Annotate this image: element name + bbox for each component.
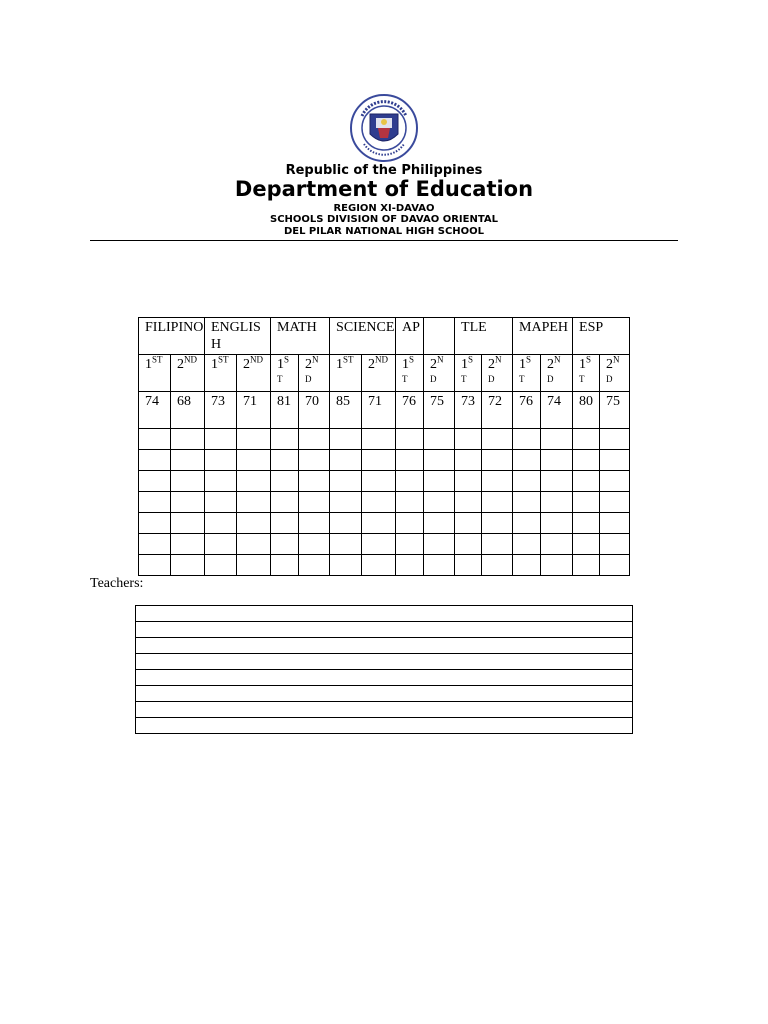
empty-grade-row: [139, 429, 630, 450]
teacher-row: [136, 654, 633, 670]
semester-label: 2ND: [362, 355, 396, 392]
grade-cell: 68: [171, 392, 205, 429]
subject-header: ESP: [573, 318, 630, 355]
empty-grade-row: [139, 534, 630, 555]
empty-grade-row: [139, 555, 630, 576]
teacher-row: [136, 622, 633, 638]
subject-header: TLE: [455, 318, 513, 355]
empty-grade-row: [139, 513, 630, 534]
semester-label: $1^S$ T: [573, 355, 600, 392]
grade-cell: 70: [299, 392, 330, 429]
republic-heading: Republic of the Philippines: [285, 163, 483, 178]
division-line: SCHOOLS DIVISION OF DAVAO ORIENTAL: [270, 214, 498, 225]
grade-cell: 85: [330, 392, 362, 429]
header-divider: [90, 240, 678, 241]
teacher-row: [136, 702, 633, 718]
teacher-row: [136, 718, 633, 734]
grade-cell: 80: [573, 392, 600, 429]
empty-grade-row: [139, 450, 630, 471]
grade-cell: 72: [482, 392, 513, 429]
semester-label: $2^N$ D: [600, 355, 630, 392]
semester-label: $2^N$ D: [424, 355, 455, 392]
grade-cell: 81: [271, 392, 299, 429]
semester-label: $2^N$ D: [482, 355, 513, 392]
department-title: Department of Education: [234, 177, 534, 201]
empty-grade-row: [139, 471, 630, 492]
subject-header: FILIPINO: [139, 318, 205, 355]
semester-label: 1ST: [205, 355, 237, 392]
grade-cell: 73: [455, 392, 482, 429]
teacher-row: [136, 638, 633, 654]
semester-label: 2ND: [171, 355, 205, 392]
grade-cell: 74: [139, 392, 171, 429]
teachers-table: [135, 605, 633, 734]
grade-cell: 71: [362, 392, 396, 429]
subject-header: MATH: [271, 318, 330, 355]
semester-label: 1ST: [330, 355, 362, 392]
grade-cell: 74: [541, 392, 573, 429]
subject-header: MAPEH: [513, 318, 573, 355]
grade-cell: 71: [237, 392, 271, 429]
subject-header: [424, 318, 455, 355]
semester-label: $2^N$ D: [541, 355, 573, 392]
subject-header: SCIENCE: [330, 318, 396, 355]
semester-label: $1^S$ T: [455, 355, 482, 392]
grade-values-row: [139, 392, 630, 429]
subject-header: ENGLISH: [205, 318, 271, 355]
teacher-row: [136, 686, 633, 702]
grade-cell: 76: [513, 392, 541, 429]
grade-cell: 73: [205, 392, 237, 429]
semester-header-row: [139, 355, 630, 392]
deped-seal-logo: [350, 92, 418, 164]
grade-cell: 75: [424, 392, 455, 429]
teachers-label: Teachers:: [90, 576, 144, 591]
semester-label: 2ND: [237, 355, 271, 392]
semester-label: $1^S$ T: [513, 355, 541, 392]
teacher-row: [136, 670, 633, 686]
region-line: REGION XI-DAVAO: [333, 203, 435, 214]
teacher-row: [136, 606, 633, 622]
subject-header: AP: [396, 318, 424, 355]
empty-grade-row: [139, 492, 630, 513]
grade-cell: 75: [600, 392, 630, 429]
grades-table: [138, 317, 630, 576]
semester-label: $2^N$ D: [299, 355, 330, 392]
semester-label: $1^S$ T: [396, 355, 424, 392]
grade-cell: 76: [396, 392, 424, 429]
semester-label: 1ST: [139, 355, 171, 392]
school-name: DEL PILAR NATIONAL HIGH SCHOOL: [283, 226, 485, 237]
semester-label: $1^S$ T: [271, 355, 299, 392]
subject-header-row: [139, 318, 630, 355]
